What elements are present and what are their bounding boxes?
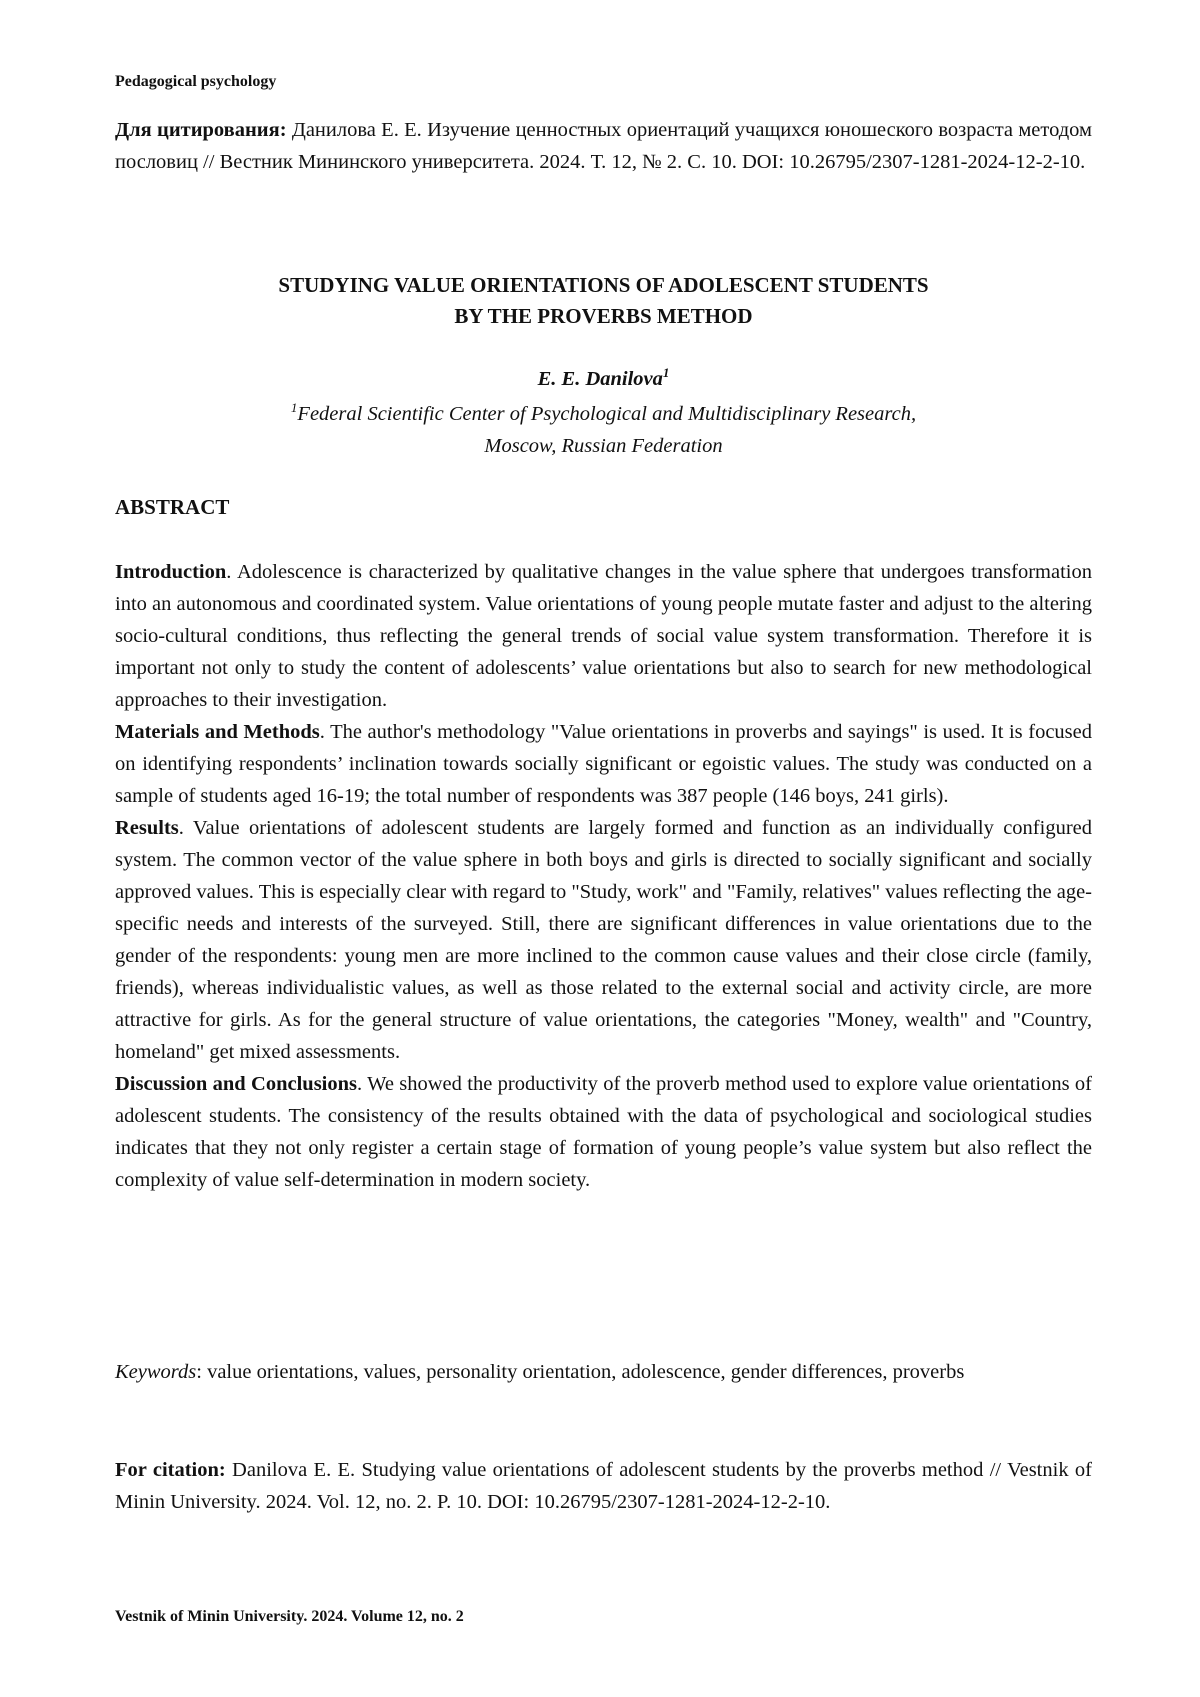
running-header-section: Pedagogical psychology: [115, 73, 277, 90]
author-line: [115, 365, 1092, 391]
author-name: E. E. Danilova: [537, 368, 663, 390]
abstract-section-text: . The author's methodology "Value orientations in proverbs and sayings" is used. It is focused on identifying respondents’ inclination towards socially significant or egoistic values. The study was conducted on a sample of students aged 16-19; the total number of respondents was 387 people (146 boys, 241 girls).: [115, 721, 1092, 807]
keywords-text: : value orientations, values, personality orientation, adolescence, gender differences, proverbs: [196, 1361, 965, 1383]
abstract-results: [115, 812, 1092, 1068]
citation-russian: [115, 114, 1092, 178]
affiliation-superscript: 1: [290, 400, 298, 416]
affiliation: [115, 398, 1092, 462]
citation-english-text: Danilova E. E. Studying value orientations of adolescent students by the proverbs method // Vestnik of Minin University. 2024. Vol. 12, no. 2. P. 10. DOI: 10.26795/2307-1281-2024-12-2-10.: [115, 1459, 1092, 1513]
abstract-introduction: [115, 556, 1092, 716]
abstract-section-text: . Adolescence is characterized by qualitative changes in the value sphere that undergoes transformation into an autonomous and coordinated system. Value orientations of young people mutate faster and adjust to the altering socio-cultural conditions, thus reflecting the general trends of social value system transformation. Therefore it is important not only to study the content of adolescents’ value orientations but also to search for new methodological approaches to their investigation.: [115, 561, 1092, 711]
abstract-section-label: Materials and Methods: [115, 721, 320, 743]
citation-english: [115, 1454, 1092, 1518]
affiliation-line-2: Moscow, Russian Federation: [484, 435, 723, 457]
abstract-section-label: Discussion and Conclusions: [115, 1073, 357, 1095]
abstract-materials-methods: [115, 716, 1092, 812]
keywords-label: Keywords: [115, 1361, 197, 1383]
abstract-section-text: . We showed the productivity of the proverb method used to explore value orientations of adolescent students. The consistency of the results obtained with the data of psychological and sociological studies indicates that they not only register a certain stage of formation of young people’s value system but also reflect the complexity of value self-determination in modern society.: [115, 1073, 1092, 1191]
abstract-section-label: Results: [115, 817, 179, 839]
citation-russian-text: Данилова Е. Е. Изучение ценностных ориентаций учащихся юношеского возраста методом пословиц // Вестник Мининского университета. 2024. Т. 12, № 2. С. 10. DOI: 10.26795/2307-1281-2024-12-2-10.: [115, 119, 1093, 173]
author-superscript: 1: [662, 365, 670, 381]
abstract-heading: ABSTRACT: [115, 495, 230, 519]
keywords: [115, 1356, 1092, 1388]
abstract-section-label: Introduction: [115, 561, 227, 583]
citation-russian-label: Для цитирования:: [115, 119, 287, 141]
abstract-section-text: . Value orientations of adolescent students are largely formed and function as an individually configured system. The common vector of the value sphere in both boys and girls is directed to socially significant and socially approved values. This is especially clear with regard to "Study, work" and "Family, relatives" values reflecting the age-specific needs and interests of the surveyed. Still, there are significant differences in value orientations due to the gender of the respondents: young men are more inclined to the common cause values and their close circle (family, friends), whereas individualistic values, as well as those related to the external social and activity circle, are more attractive for girls. As for the general structure of value orientations, the categories "Money, wealth" and "Country, homeland" get mixed assessments.: [115, 817, 1092, 1063]
abstract-body: [115, 556, 1092, 1196]
article-title-line-1: STUDYING VALUE ORIENTATIONS OF ADOLESCENT STUDENTS: [278, 273, 929, 297]
article-title: [115, 270, 1092, 332]
citation-english-label: For citation:: [115, 1459, 226, 1481]
running-footer-journal: Vestnik of Minin University. 2024. Volume 12, no. 2: [115, 1608, 464, 1625]
affiliation-line-1: Federal Scientific Center of Psychological and Multidisciplinary Research,: [297, 403, 917, 425]
abstract-discussion: [115, 1068, 1092, 1196]
article-title-line-2: BY THE PROVERBS METHOD: [454, 304, 753, 328]
